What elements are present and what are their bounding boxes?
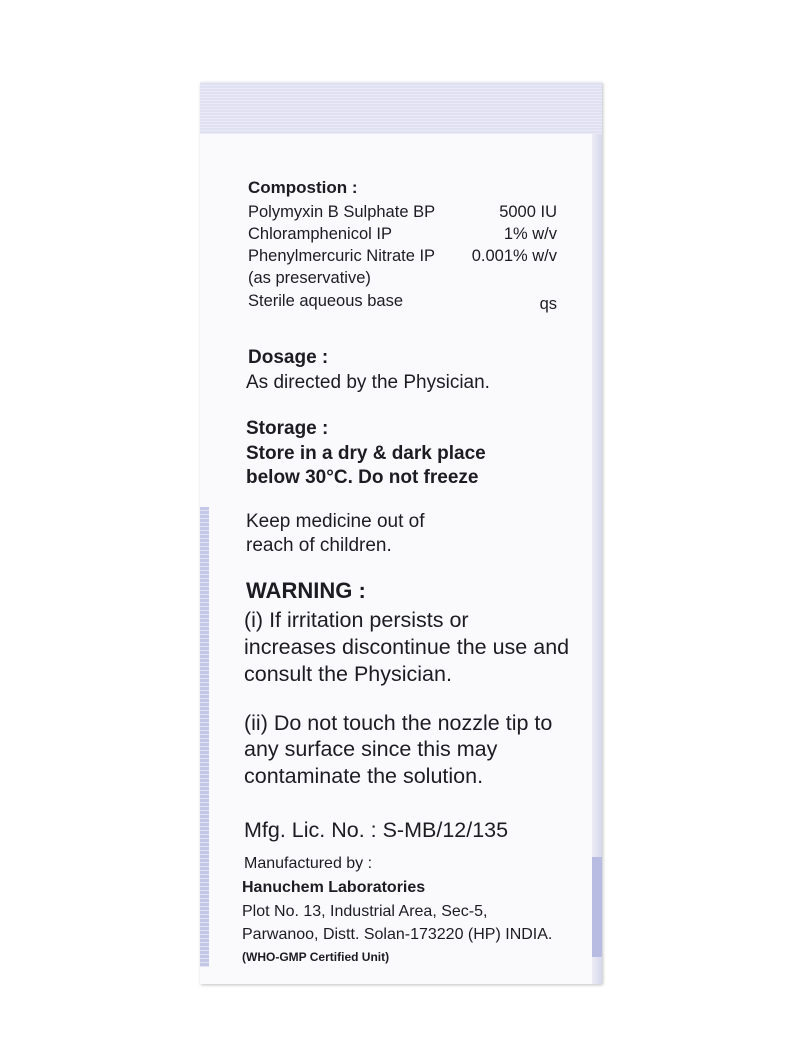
storage-line-2: below 30°C. Do not freeze (246, 467, 479, 488)
carton-right-tab (592, 857, 602, 957)
composition-row-1-name: Polymyxin B Sulphate BP (248, 203, 436, 221)
manufacturer-address-1: Plot No. 13, Industrial Area, Sec-5, (242, 903, 488, 920)
storage-line-1: Store in a dry & dark place (246, 443, 486, 464)
composition-heading: Compostion : (248, 178, 358, 197)
warning-item-2-line-2: any surface since this may (244, 737, 498, 761)
dosage-text: As directed by the Physician. (246, 372, 490, 393)
manufacturer-label: Manufactured by : (244, 855, 373, 872)
composition-row-4-name: (as preservative) (248, 269, 371, 287)
composition-row-3-name: Phenylmercuric Nitrate IP (248, 247, 436, 265)
warning-item-1-line-2: increases discontinue the use and (244, 635, 570, 659)
dosage-heading: Dosage : (248, 347, 329, 368)
composition-row-2-amount: 1% w/v (503, 225, 557, 243)
composition-row-2-name: Chloramphenicol IP (248, 225, 392, 243)
carton-top-band (200, 82, 602, 134)
warning-heading: WARNING : (246, 578, 366, 603)
composition-row-3-amount: 0.001% w/v (471, 247, 557, 265)
certification-note: (WHO-GMP Certified Unit) (242, 950, 390, 964)
keep-out-line-1: Keep medicine out of (246, 511, 425, 532)
manufacturing-license: Mfg. Lic. No. : S-MB/12/135 (244, 818, 509, 842)
manufacturer-address-2: Parwanoo, Distt. Solan-173220 (HP) INDIA. (242, 926, 553, 943)
composition-row-5-name: Sterile aqueous base (248, 292, 404, 310)
manufacturer-name: Hanuchem Laboratories (242, 879, 426, 896)
warning-item-2-line-3: contaminate the solution. (244, 764, 484, 788)
carton-left-tab (200, 507, 209, 967)
keep-out-line-2: reach of children. (246, 535, 392, 556)
storage-heading: Storage : (246, 418, 329, 439)
composition-row-1-amount: 5000 IU (499, 203, 557, 221)
warning-item-1-line-1: (i) If irritation persists or (244, 608, 469, 632)
composition-row-5-amount: qs (539, 295, 557, 313)
warning-item-1-line-3: consult the Physician. (244, 662, 452, 686)
warning-item-2-line-1: (ii) Do not touch the nozzle tip to (244, 711, 553, 735)
